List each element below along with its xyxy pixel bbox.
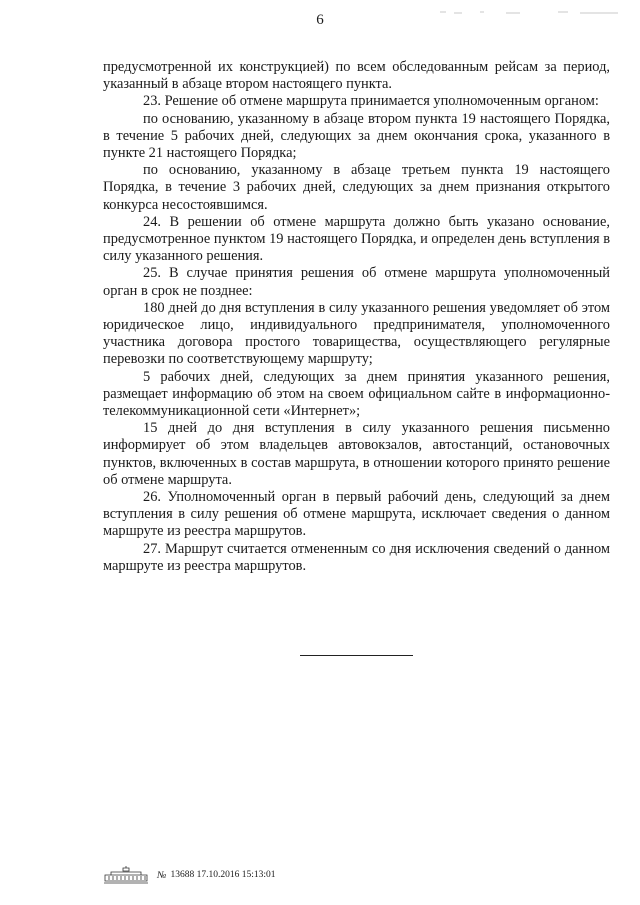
paragraph-23-item-2: по основанию, указанному в абзаце третьем пункта 19 настоящего Порядка, в течение 3 рабочих дней, следующих за днем признания открытого конкурса несостоявшимся. (103, 162, 610, 213)
government-building-icon (103, 866, 149, 884)
paragraph-26: 26. Уполномоченный орган в первый рабочий день, следующий за днем вступления в силу решения об отмене маршрута, исключает сведения о данном маршруте из реестра маршрутов. (103, 489, 610, 540)
paragraph-25-item-2: 5 рабочих дней, следующих за днем принятия указанного решения, размещает информацию об этом на своем официальном сайте в информационно-телекоммуникационной сети «Интернет»; (103, 368, 610, 420)
paragraph-23: 23. Решение об отмене маршрута принимается уполномоченным органом: (143, 93, 599, 110)
footer-number-sign: № (157, 869, 167, 881)
document-body (103, 59, 610, 575)
page-number: 6 (316, 12, 324, 28)
closing-rule (300, 655, 413, 656)
paragraph-24: 24. В решении об отмене маршрута должно быть указано основание, предусмотренное пунктом 19 настоящего Порядка, и определен день вступления в силу указанного решения. (103, 213, 610, 265)
paragraph-25-item-1: 180 дней до дня вступления в силу указанного решения уведомляет об этом юридическое лицо, индивидуального предпринимателя, уполномоченного участника договора простого товарищества, осуществляющего регулярные перевозки по соответствующему маршруту; (103, 299, 610, 368)
paragraph-23-item-1: по основанию, указанному в абзаце втором пункта 19 настоящего Порядка, в течение 5 рабочих дней, следующих за днем окончания срока, указанного в пункте 21 настоящего Порядка; (103, 110, 610, 162)
paragraph-continuation: предусмотренной их конструкцией) по всем обследованным рейсам за период, указанный в абзаце втором настоящего пункта. (103, 59, 610, 93)
scan-artifact-marks (440, 9, 620, 17)
paragraph-25: 25. В случае принятия решения об отмене маршрута уполномоченный орган в срок не позднее: (103, 265, 610, 299)
paragraph-25-item-3: 15 дней до дня вступления в силу указанного решения письменно информирует об этом владельцев автовокзалов, автостанций, остановочных пунктов, включенных в состав маршрута, в отношении которого принято решение об отмене маршрута. (103, 420, 610, 488)
paragraph-27: 27. Маршрут считается отмененным со дня исключения сведений о данном маршруте из реестра маршрутов. (103, 540, 610, 574)
footer-registration-stamp: 13688 17.10.2016 15:13:01 (170, 870, 276, 880)
document-footer (103, 866, 275, 884)
